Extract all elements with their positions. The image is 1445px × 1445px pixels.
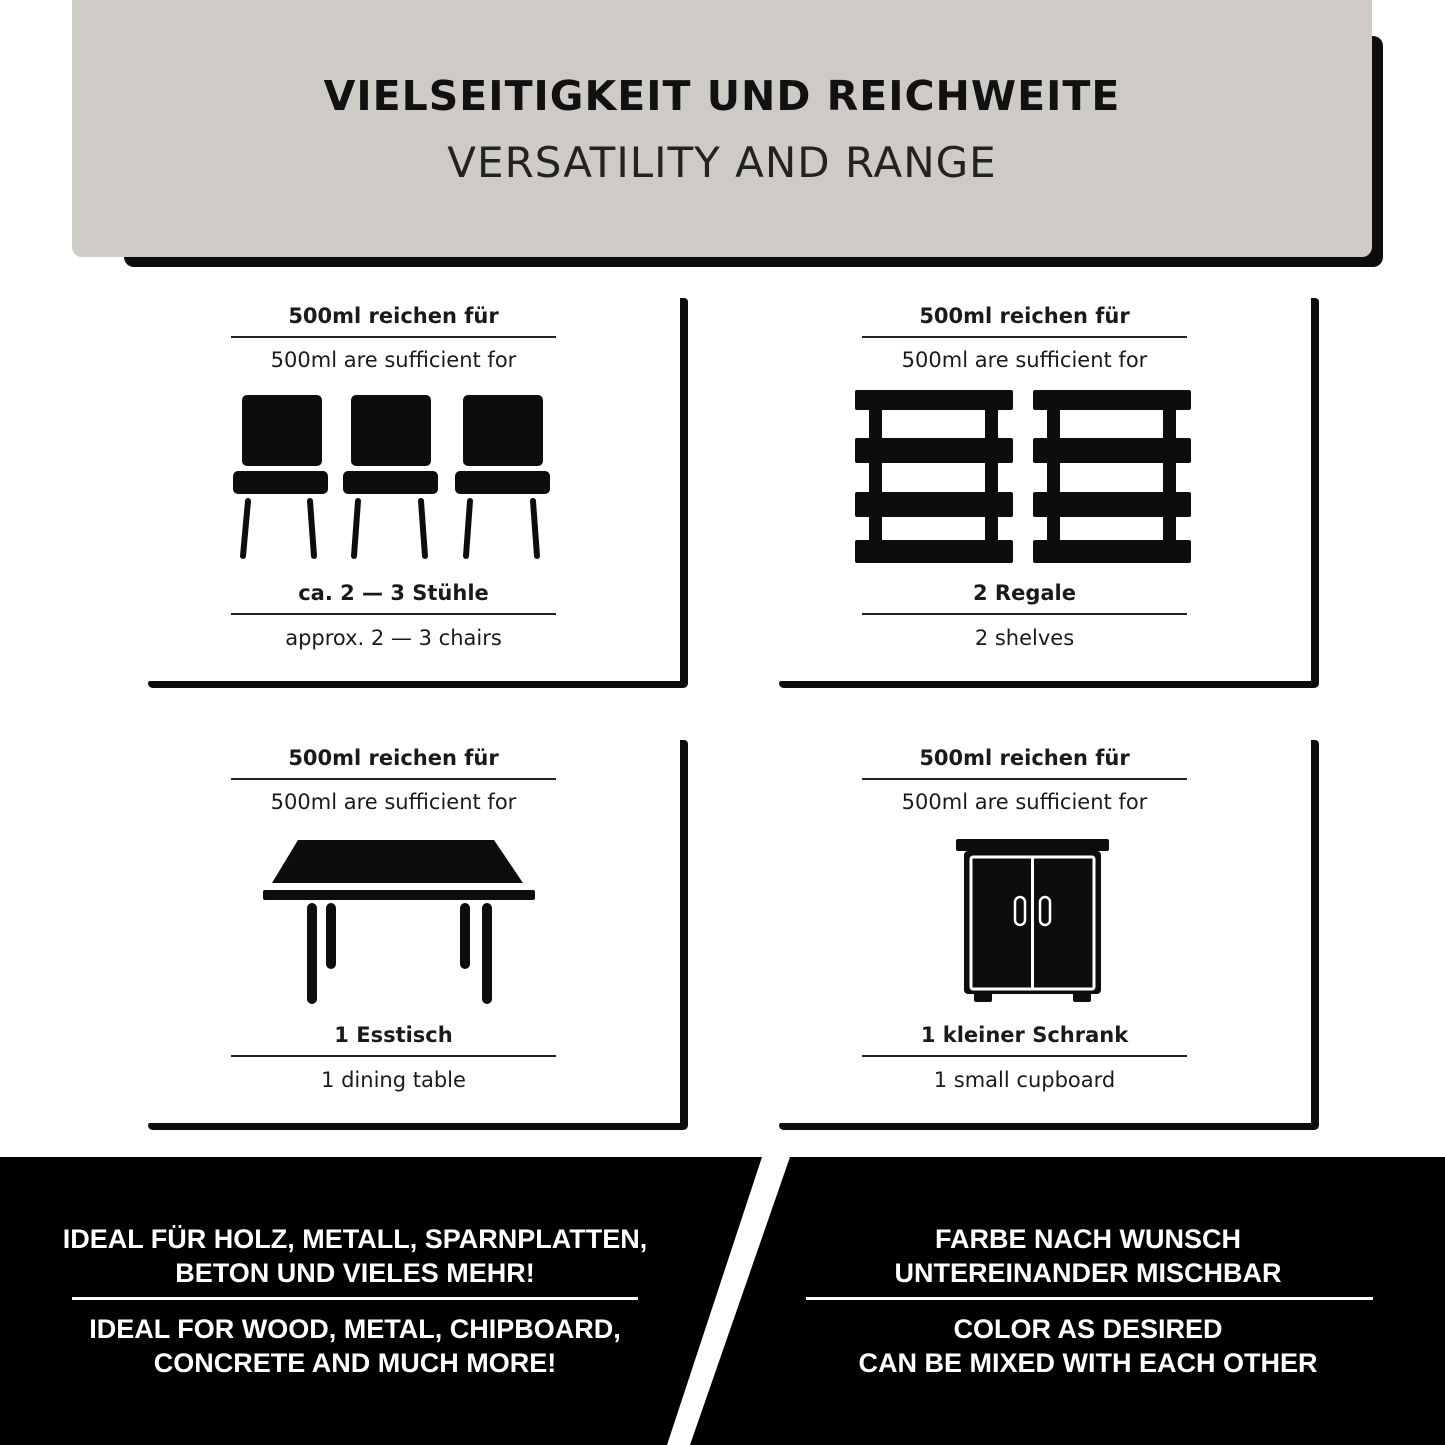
card-result-label-de: 1 Esstisch xyxy=(334,1023,453,1047)
dining-table-icon xyxy=(148,740,678,1120)
card-coverage-label-en: 500ml are sufficient for xyxy=(901,790,1148,814)
divider xyxy=(231,613,556,615)
card-chairs xyxy=(148,298,688,688)
card-frame-right xyxy=(680,298,688,688)
color-text-en-line2: CAN BE MIXED WITH EACH OTHER xyxy=(858,1348,1318,1378)
color-text-de-line1: FARBE NACH WUNSCH xyxy=(935,1224,1241,1254)
banner-divider-left xyxy=(72,1297,638,1300)
card-coverage-label-en: 500ml are sufficient for xyxy=(901,348,1148,372)
card-coverage-label-en: 500ml are sufficient for xyxy=(270,790,517,814)
card-frame-bottom xyxy=(148,681,688,688)
card-frame-bottom xyxy=(779,681,1319,688)
color-text-en-line1: COLOR AS DESIRED xyxy=(953,1314,1223,1344)
card-cupboard xyxy=(779,740,1319,1130)
materials-text-en-line1: IDEAL FOR WOOD, METAL, CHIPBOARD, xyxy=(89,1314,621,1344)
banner-divider-right xyxy=(806,1297,1373,1300)
divider xyxy=(231,1055,556,1057)
banner-background xyxy=(0,1157,1445,1445)
card-coverage-label-de: 500ml reichen für xyxy=(288,304,499,328)
shelves-icon xyxy=(779,298,1309,678)
card-coverage-label-de: 500ml reichen für xyxy=(919,304,1130,328)
page-title-english: VERSATILITY AND RANGE xyxy=(447,138,997,187)
card-result-label-en: 1 small cupboard xyxy=(933,1068,1116,1092)
card-frame-bottom xyxy=(148,1123,688,1130)
card-result-label-en: 2 shelves xyxy=(974,626,1075,650)
materials-text-en-line2: CONCRETE AND MUCH MORE! xyxy=(153,1348,557,1378)
card-shelves xyxy=(779,298,1319,688)
card-frame-right xyxy=(680,740,688,1130)
card-coverage-label-de: 500ml reichen für xyxy=(288,746,499,770)
card-result-label-en: approx. 2 — 3 chairs xyxy=(285,626,502,650)
card-result-label-de: 2 Regale xyxy=(973,581,1076,605)
header-panel xyxy=(72,0,1372,257)
card-frame-right xyxy=(1311,740,1319,1130)
cupboard-icon xyxy=(779,740,1309,1120)
chairs-icon xyxy=(148,298,678,678)
card-result-label-de: 1 kleiner Schrank xyxy=(920,1023,1129,1047)
card-frame-right xyxy=(1311,298,1319,688)
materials-text-de-line1: IDEAL FÜR HOLZ, METALL, SPARNPLATTEN, xyxy=(62,1224,648,1254)
card-dining-table xyxy=(148,740,688,1130)
card-result-label-en: 1 dining table xyxy=(321,1068,466,1092)
materials-text-de-line2: BETON UND VIELES MEHR! xyxy=(175,1258,535,1288)
page-title-german: VIELSEITIGKEIT UND REICHWEITE xyxy=(323,72,1121,120)
card-result-label-de: ca. 2 — 3 Stühle xyxy=(298,581,489,605)
color-text-de-line2: UNTEREINANDER MISCHBAR xyxy=(894,1258,1282,1288)
feature-banner xyxy=(0,1157,1445,1445)
divider xyxy=(862,613,1187,615)
card-frame-bottom xyxy=(779,1123,1319,1130)
divider xyxy=(862,1055,1187,1057)
card-coverage-label-de: 500ml reichen für xyxy=(919,746,1130,770)
card-coverage-label-en: 500ml are sufficient for xyxy=(270,348,517,372)
